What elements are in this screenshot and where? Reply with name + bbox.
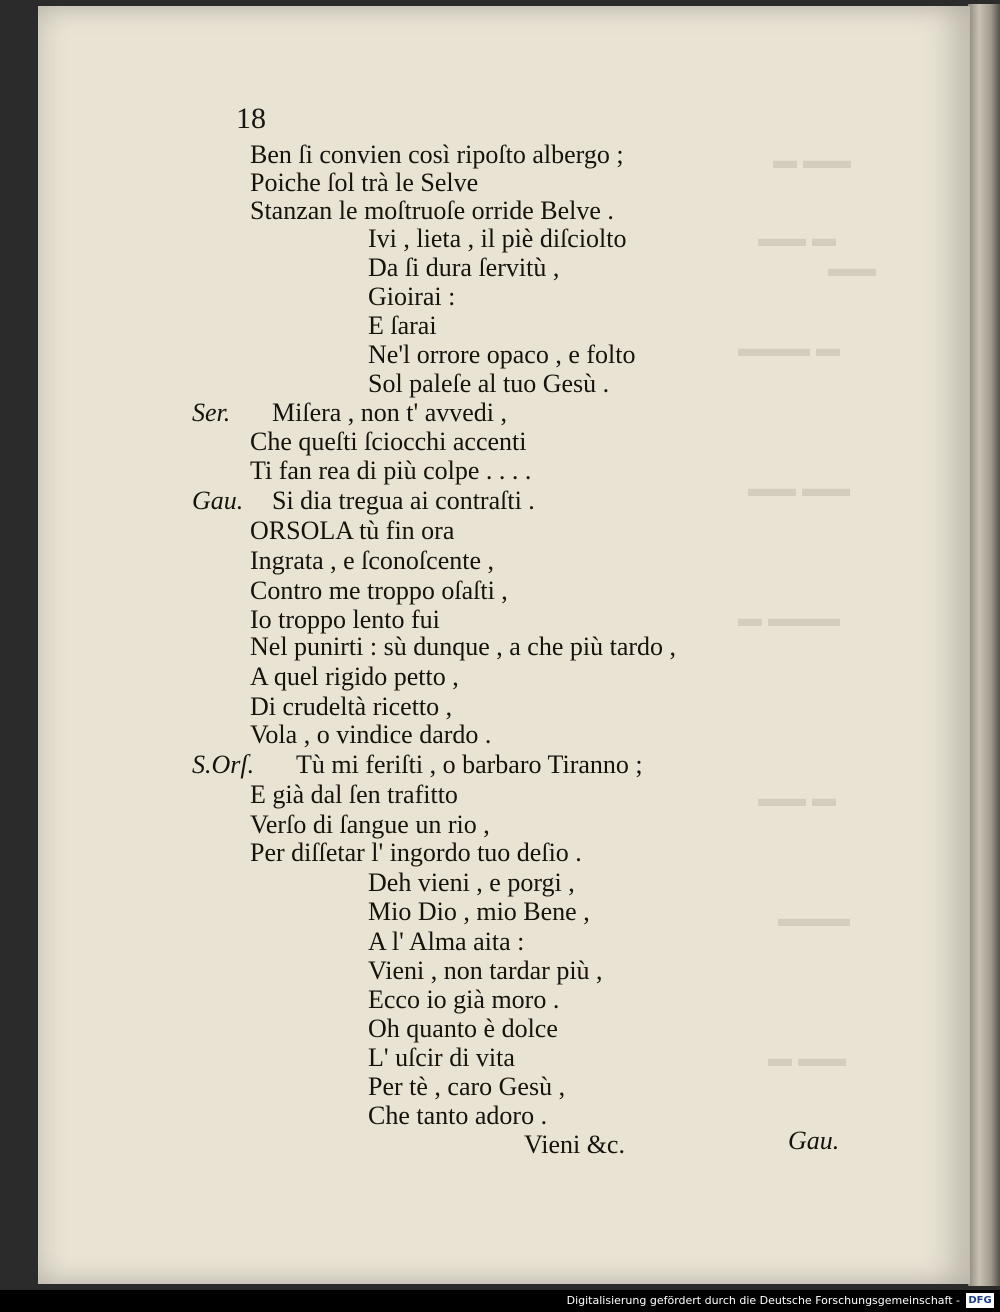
- bleed-through-text: ▬▬▬ ▬: [738, 336, 840, 362]
- bleed-through-text: ▬▬▬: [778, 906, 850, 932]
- verse-line: A quel rigido petto ,: [250, 662, 459, 691]
- verse-line: Ecco io già moro .: [368, 985, 560, 1014]
- verse-line: Di crudeltà ricetto ,: [250, 692, 453, 721]
- dfg-logo-icon: DFG: [966, 1293, 994, 1308]
- catchword: Gau.: [788, 1126, 840, 1155]
- adjacent-page-edge: [968, 4, 1000, 1286]
- verse-line: Verſo di ſangue un rio ,: [250, 810, 490, 839]
- page-number: 18: [236, 102, 266, 135]
- verse-line: Si dia tregua ai contraſti .: [272, 486, 535, 515]
- verse-line: Contro me troppo oſaſti ,: [250, 576, 508, 605]
- verse-line: Ti fan rea di più colpe . . . .: [250, 456, 532, 485]
- speaker-label: S.Orſ.: [192, 750, 255, 779]
- verse-line: L' uſcir di vita: [368, 1043, 515, 1072]
- verse-line: Ingrata , e ſconoſcente ,: [250, 546, 494, 575]
- footer-credit: Digitalisierung gefördert durch die Deutsche Forschungsgemeinschaft -: [566, 1294, 960, 1307]
- verse-line: Miſera , non t' avvedi ,: [272, 398, 508, 427]
- verse-line: Stanzan le moſtruoſe orride Belve .: [250, 196, 614, 225]
- speaker-label: Ser.: [192, 398, 231, 427]
- bleed-through-text: ▬▬: [828, 256, 876, 282]
- verse-line: Vola , o vindice dardo .: [250, 720, 492, 749]
- verse-line: E ſarai: [368, 311, 437, 340]
- verse-line: Che tanto adoro .: [368, 1101, 548, 1130]
- bleed-through-text: ▬▬ ▬: [758, 786, 836, 812]
- verse-line: Mio Dio , mio Bene ,: [368, 897, 590, 926]
- verse-line: Che queſti ſciocchi accenti: [250, 427, 527, 456]
- bleed-through-text: ▬▬ ▬▬: [748, 476, 850, 502]
- verse-line: Da ſi dura ſervitù ,: [368, 253, 560, 282]
- verse-line: Per diſſetar l' ingordo tuo deſio .: [250, 838, 582, 867]
- verse-line: Sol paleſe al tuo Gesù .: [368, 369, 610, 398]
- bleed-through-text: ▬ ▬▬: [773, 148, 851, 174]
- verse-line: Tù mi feriſti , o barbaro Tiranno ;: [296, 750, 643, 779]
- bleed-through-text: ▬ ▬▬: [768, 1046, 846, 1072]
- bleed-through-text: ▬▬ ▬: [758, 226, 836, 252]
- verse-line: Vieni &c.: [524, 1130, 625, 1159]
- verse-line: Io troppo lento fui: [250, 605, 440, 634]
- verse-line: Gioirai :: [368, 282, 456, 311]
- verse-line: Nel punirti : sù dunque , a che più tardo ,: [250, 632, 677, 661]
- speaker-label: Gau.: [192, 486, 244, 515]
- bleed-through-text: ▬ ▬▬▬: [738, 606, 840, 632]
- verse-line: ORSOLA tù fin ora: [250, 516, 455, 545]
- verse-line: Vieni , non tardar più ,: [368, 956, 603, 985]
- verse-line: Ben ſi convien così ripoſto albergo ;: [250, 140, 624, 169]
- verse-line: A l' Alma aita :: [368, 927, 525, 956]
- verse-line: Ne'l orrore opaco , e folto: [368, 340, 636, 369]
- verse-line: E già dal ſen trafitto: [250, 780, 458, 809]
- verse-line: Poiche ſol trà le Selve: [250, 168, 479, 197]
- verse-line: Per tè , caro Gesù ,: [368, 1072, 566, 1101]
- digitization-footer: [0, 1290, 1000, 1312]
- verse-line: Deh vieni , e porgi ,: [368, 868, 575, 897]
- verse-line: Ivi , lieta , il piè diſciolto: [368, 224, 627, 253]
- verse-line: Oh quanto è dolce: [368, 1014, 558, 1043]
